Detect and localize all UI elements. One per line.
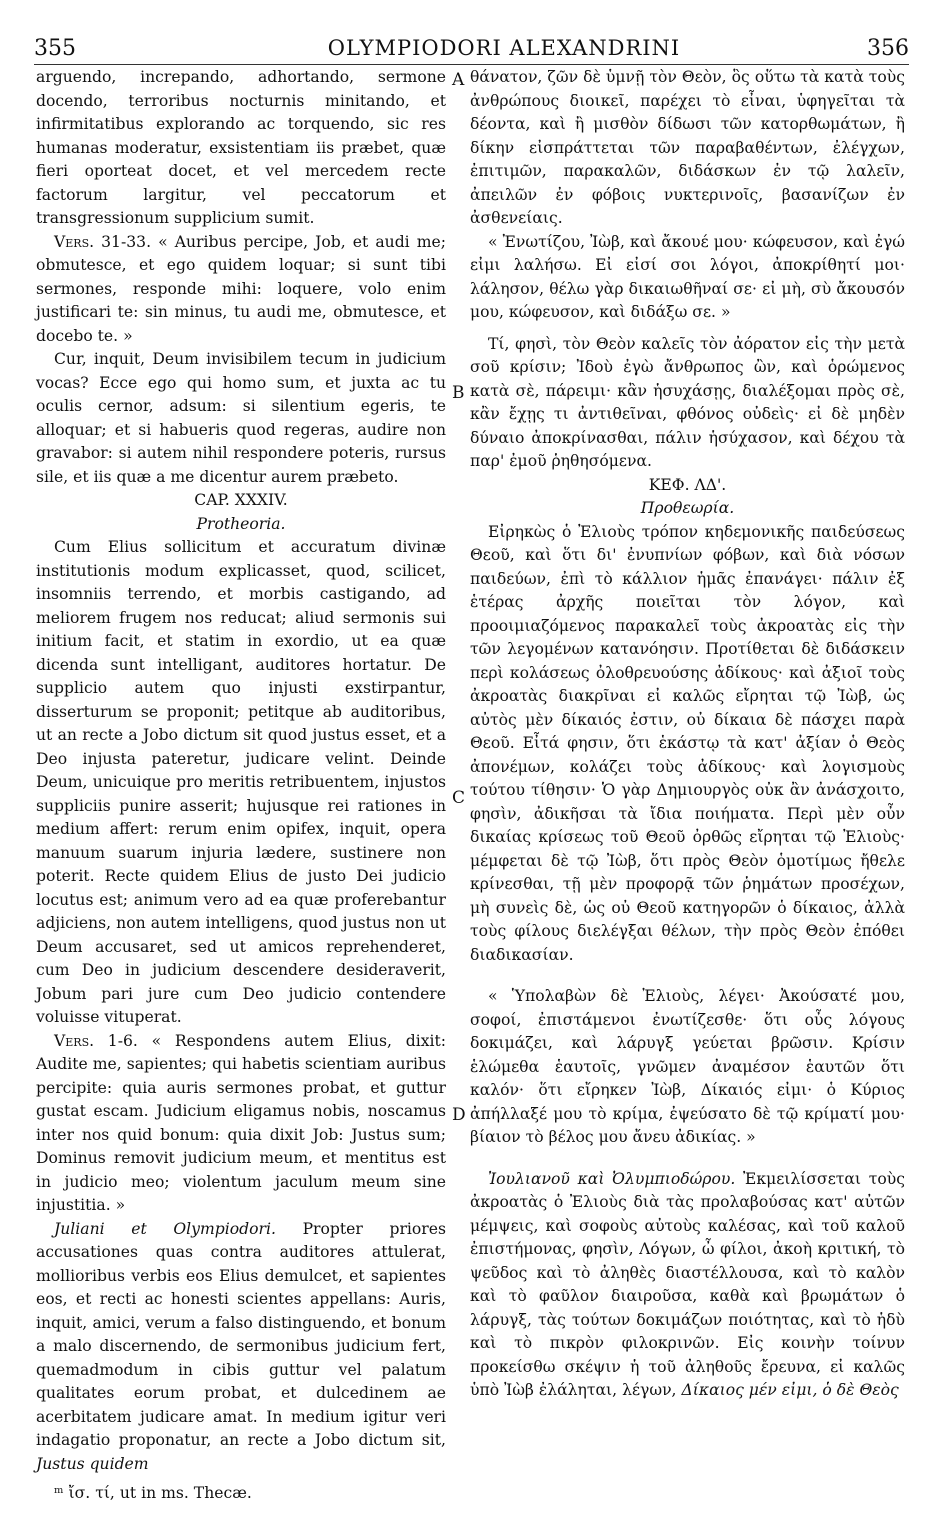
page-number-left: 355 [34,36,76,61]
greek-protheoria-heading: Προθεωρία. [640,499,735,517]
greek-para-4-label: Ἰουλιανοῦ καὶ Ὀλυμπιοδώρου. [488,1169,736,1188]
latin-verse-1-text: « Auribus percipe, Job, et audi me; obmutesce, et ego quidem loquar; si sunt tibi sermones, responde mihi: loquere, volo enim justificari te: sin minus, tu audi me, obmutesce, et docebo te. » [36,232,446,345]
greek-para-4-text: Ἐκμειλίσσεται τοὺς ἀκροατὰς ὁ Ἐλιοὺς διὰ τὰς προλαβούσας κατ' αὐτῶν μέμψεις, καὶ σοφοὺς αὐτοὺς καλέσας, καὶ τοῦ καλοῦ ἐπιστήμονας, φησὶν, Λόγων, ὦ φίλοι, ἀκοὴ κριτική, τὸ ψεῦδος καὶ τὸ ἀληθὲς διαστέλλουσα, καὶ τὸ καλὸν καὶ τὸ φαῦλον διαιροῦσα, καθὰ καὶ βρωμάτων ὁ λάρυγξ, τὰς τούτων δοκιμάζων ποιότητας, καὶ τὸ ἡδὺ καὶ τὸ πικρὸν φιλοκρινῶν. Εἰς κοινὴν τοίνυν προκείσθω σκέψιν ἡ τοῦ ἀληθοῦς ἔρευνα, εἰ καλῶς ὑπὸ Ἰὼβ ἐλάληται, λέγων, [470,1169,905,1399]
margin-letter-a: A [452,70,465,90]
greek-chapter-heading: ΚΕΦ. ΛΔ'. [648,475,727,494]
running-title: OLYMPIODORI ALEXANDRINI [327,36,681,60]
greek-para-1: θάνατον, ζῶν δὲ ὑμνῇ τὸν Θεὸν, ὃς οὕτω τὰ κατὰ τοὺς ἀνθρώπους διοικεῖ, παρέχει τὸ εἶναι, ὑφηγεῖται τὰ δέοντα, καὶ ἢ μισθὸν δίδωσι τῶν κατορθωμάτων, ἢ δίκην εἰσπράττεται τῶν παραβαθέντων, ἐλέγχων, ἐπιτιμῶν, παρακαλῶν, διδάσκων ἐν τῷ λαλεῖν, ἀπειλῶν ἐν φόβοις νυκτερινοῖς, βασανίζων ἐν ἀσθενείαις. [470,68,905,227]
latin-para-4 [36,1218,446,1477]
latin-verse-1-label: Vers. 31-33. [54,232,152,251]
latin-para-4-text: Propter priores accusationes quas contra auditores attulerat, mollioribus verbis eos Elius demulcet, et sapientes eos, et recti ac honesti scientes appellans: Auris, inquit, amici, verum a falso distinguendo, et bonum a malo discernendo, de sermonibus judicium fert, quemadmodum in cibis guttur vel palatum qualitates eorum probat, et dulcedinem ae acerbitatem judicare amat. In medium igitur veri indagatio proponatur, an recte a Jobo dictum sit, [36,1219,446,1449]
greek-para-3: Εἰρηκὼς ὁ Ἐλιοὺς τρόπον κηδεμονικῆς παιδεύσεως Θεοῦ, καὶ ὅτι δι' ἐνυπνίων φόβων, καὶ διὰ νόσων παιδεύων, ἐπὶ τὸ κάλλιον ἡμᾶς ἐπανάγει· πάλιν ἐξ ἑτέρας ἀρχῆς ποιεῖται τὸν λόγον, καὶ προοιμιαζόμενος παρακαλεῖ τοὺς ἀκροατὰς εἰς τὴν τῶν λεγομένων κατανόησιν. Προτίθεται δὲ διδάσκειν περὶ κολάσεως ὀλοθρευούσης ἀδίκους· καὶ ἀξιοῖ τοὺς ἀκροατὰς διακρῖναι εἰ καλῶς εἴρηται τῷ Ἰὼβ, ὡς αὐτὸς μὲν δίκαιός ἐστιν, οὐ δίκαια δὲ πάσχει παρὰ Θεοῦ. Εἶτά φησιν, ὅτι ἑκάστῳ τὰ κατ' ἀξίαν ὁ Θεὸς ἀπονέμων, κολάζει τοὺς ἀδίκους· καὶ λογισμοὺς τούτου τίθησιν· Ὁ γὰρ Δημιουργὸς οὐκ ἂν ἀνάσχοιτο, φησὶν, ἀδικῆσαι τὰ ἴδια ποιήματα. Περὶ μὲν οὖν δικαίας κρίσεως τοῦ Θεοῦ ὀρθῶς εἴρηται τῷ Ἐλιοὺς· μέμφεται δὲ τῷ Ἰὼβ, ὅτι πρὸς Θεὸν ὁμοτίμως ἤθελε κρίνεσθαι, τῇ μὲν προφορᾷ τῶν ῥημάτων προσέχων, μὴ συνεὶς δὲ, ὡς οὐ Θεοῦ κατηγορῶν ὁ δίκαιος, ἀλλὰ τοὺς φίλους διελέγξαι θέλων, τὴν πρὸς Θεὸν ἐπόθει διαδικασίαν. [470,522,905,964]
latin-para-4-label: Juliani et Olympiodori. [54,1219,276,1238]
page-header [34,36,909,64]
latin-para-3: Cum Elius sollicitum et accuratum divinæ institutionis modum explicasset, quod, scilicet, insomniis terrendo, et morbis castigando, ad meliorem frugem nos reducat; aliud sermonis sui initium facit, et statim in exordio, ut ea quæ dicenda sunt intelligant, auditores hortatur. De supplicio autem quo injusti exstirpantur, disserturum se proponit; petitque ab auditoribus, ut an recte a Jobo dictum sit quod justus esset, et a Deo injusta pateretur, judicare velint. Deinde Deum, unicuique pro meritis retribuentem, injustos suppliciis punire asserit; hujusque rei rationes in medium affert: rerum enim opifex, inquit, opera manuum suarum injuria lædere, sustinere non poterit. Recte quidem Elius de justo Dei judicio locutus est; animum vero ad ea quæ proferebantur adjiciens, non autem intelligens, quod justus non ut Deum accusaret, sed ut amicos reprehenderet, cum Deo in judicium descendere desideraverit, Jobum pari jure cum Deo judicio contendere voluisse vituperat. [36,538,446,1026]
latin-verse-2 [36,1030,446,1218]
page-number-right: 356 [867,36,909,61]
latin-footnote: ᵐ ἴσ. τί, ut in ms. Thecæ. [54,1484,252,1502]
latin-para-2: Cur, inquit, Deum invisibilem tecum in judicium vocas? Ecce ego qui homo sum, et juxta ac tu oculis cernor, adsum: si silentium egeris, te alloquar; et si habueris quod regeras, audire non gravabor: si autem nihil respondere poteris, rursus sile, et iis quæ a me dicentur aurem præbeto. [36,350,446,486]
latin-para-4-end: Justus quidem [36,1454,149,1473]
greek-verse-1: « Ἐνωτίζου, Ἰὼβ, καὶ ἄκουέ μου· κώφευσον, καὶ ἐγώ εἰμι λαλήσω. Εἰ εἰσί σοι λόγοι, ἀποκρίθητί μοι· λάλησον, θέλω γὰρ δικαιωθῆναί σε· εἰ μὴ, σὺ ἄκουσόν μου, κώφευσον, καὶ διδάξω σε. » [470,232,905,321]
greek-verse-2: « Ὑπολαβὼν δὲ Ἐλιοὺς, λέγει· Ἀκούσατέ μου, σοφοί, ἐπιστάμενοι ἐνωτίζεσθε· ὅτι οὖς λόγους δοκιμάζει, καὶ λάρυγξ γεύεται βρῶσιν. Κρίσιν ἑλώμεθα ἑαυτοῖς, γνῶμεν ἀναμέσον ἑαυτῶν ὅτι καλόν· ὅτι εἴρηκεν Ἰὼβ, Δίκαιός εἰμι· ὁ Κύριος ἀπήλλαξέ μου τὸ κρίμα, ἐψεύσατο δὲ τῷ κρίματί μου· βίαιον τὸ βέλος μου ἄνευ ἀδικίας. » [470,987,905,1146]
latin-verse-1 [36,231,446,349]
margin-letter-c: C [452,788,466,808]
latin-para-1: arguendo, increpando, adhortando, sermone docendo, terroribus nocturnis minitando, et infirmitatibus explorando ac torquendo, sic res humanas moderatur, exsistentiam iis præbet, quæ fieri oporteat docet, et vel mercedem recte factorum largitur, vel peccatorum et transgressionum supplicium sumit. [36,68,446,227]
header-rule [34,64,909,65]
latin-verse-2-text: « Respondens autem Elius, dixit: Audite me, sapientes; qui habetis scientiam auribus percipite: quia auris sermones probat, et guttur gustat escam. Judicium eligamus nobis, noscamus inter nos quid bonum: quia dixit Job: Justus sum; Dominus removit judicium meum, et mentitus est in judicio meo; violentum jaculum meum sine injustitia. » [36,1031,447,1214]
latin-chapter-heading: CAP. XXXIV. [194,491,288,509]
greek-para-4-end: Δίκαιος μέν εἰμι, ὁ δὲ Θεὸς [681,1381,899,1399]
margin-letter-d: D [452,1105,466,1125]
latin-column [36,66,446,1506]
margin-letter-b: B [452,383,465,403]
latin-protheoria-heading: Protheoria. [196,514,286,533]
greek-para-2: Τί, φησὶ, τὸν Θεὸν καλεῖς τὸν ἀόρατον εἰς τὴν μετὰ σοῦ κρίσιν; Ἰδοὺ ἐγὼ ἄνθρωπος ὢν, καὶ ὁρώμενος κατὰ σὲ, πάρειμι· κἂν ἡσυχάσῃς, διαλέξομαι πρὸς σὲ, κἂν ἔχῃς τι ἀντιθεῖναι, φθόνος οὐδεὶς· εἰ δὲ μηδὲν δύναιο ἀποκρίνασθαι, πάλιν ἡσύχασον, καὶ δέχου τὰ παρ' ἐμοῦ ῥηθησόμενα. [470,334,905,470]
greek-para-4 [470,1168,905,1403]
latin-verse-2-label: Vers. 1-6. [54,1031,138,1050]
greek-column [470,66,905,1403]
